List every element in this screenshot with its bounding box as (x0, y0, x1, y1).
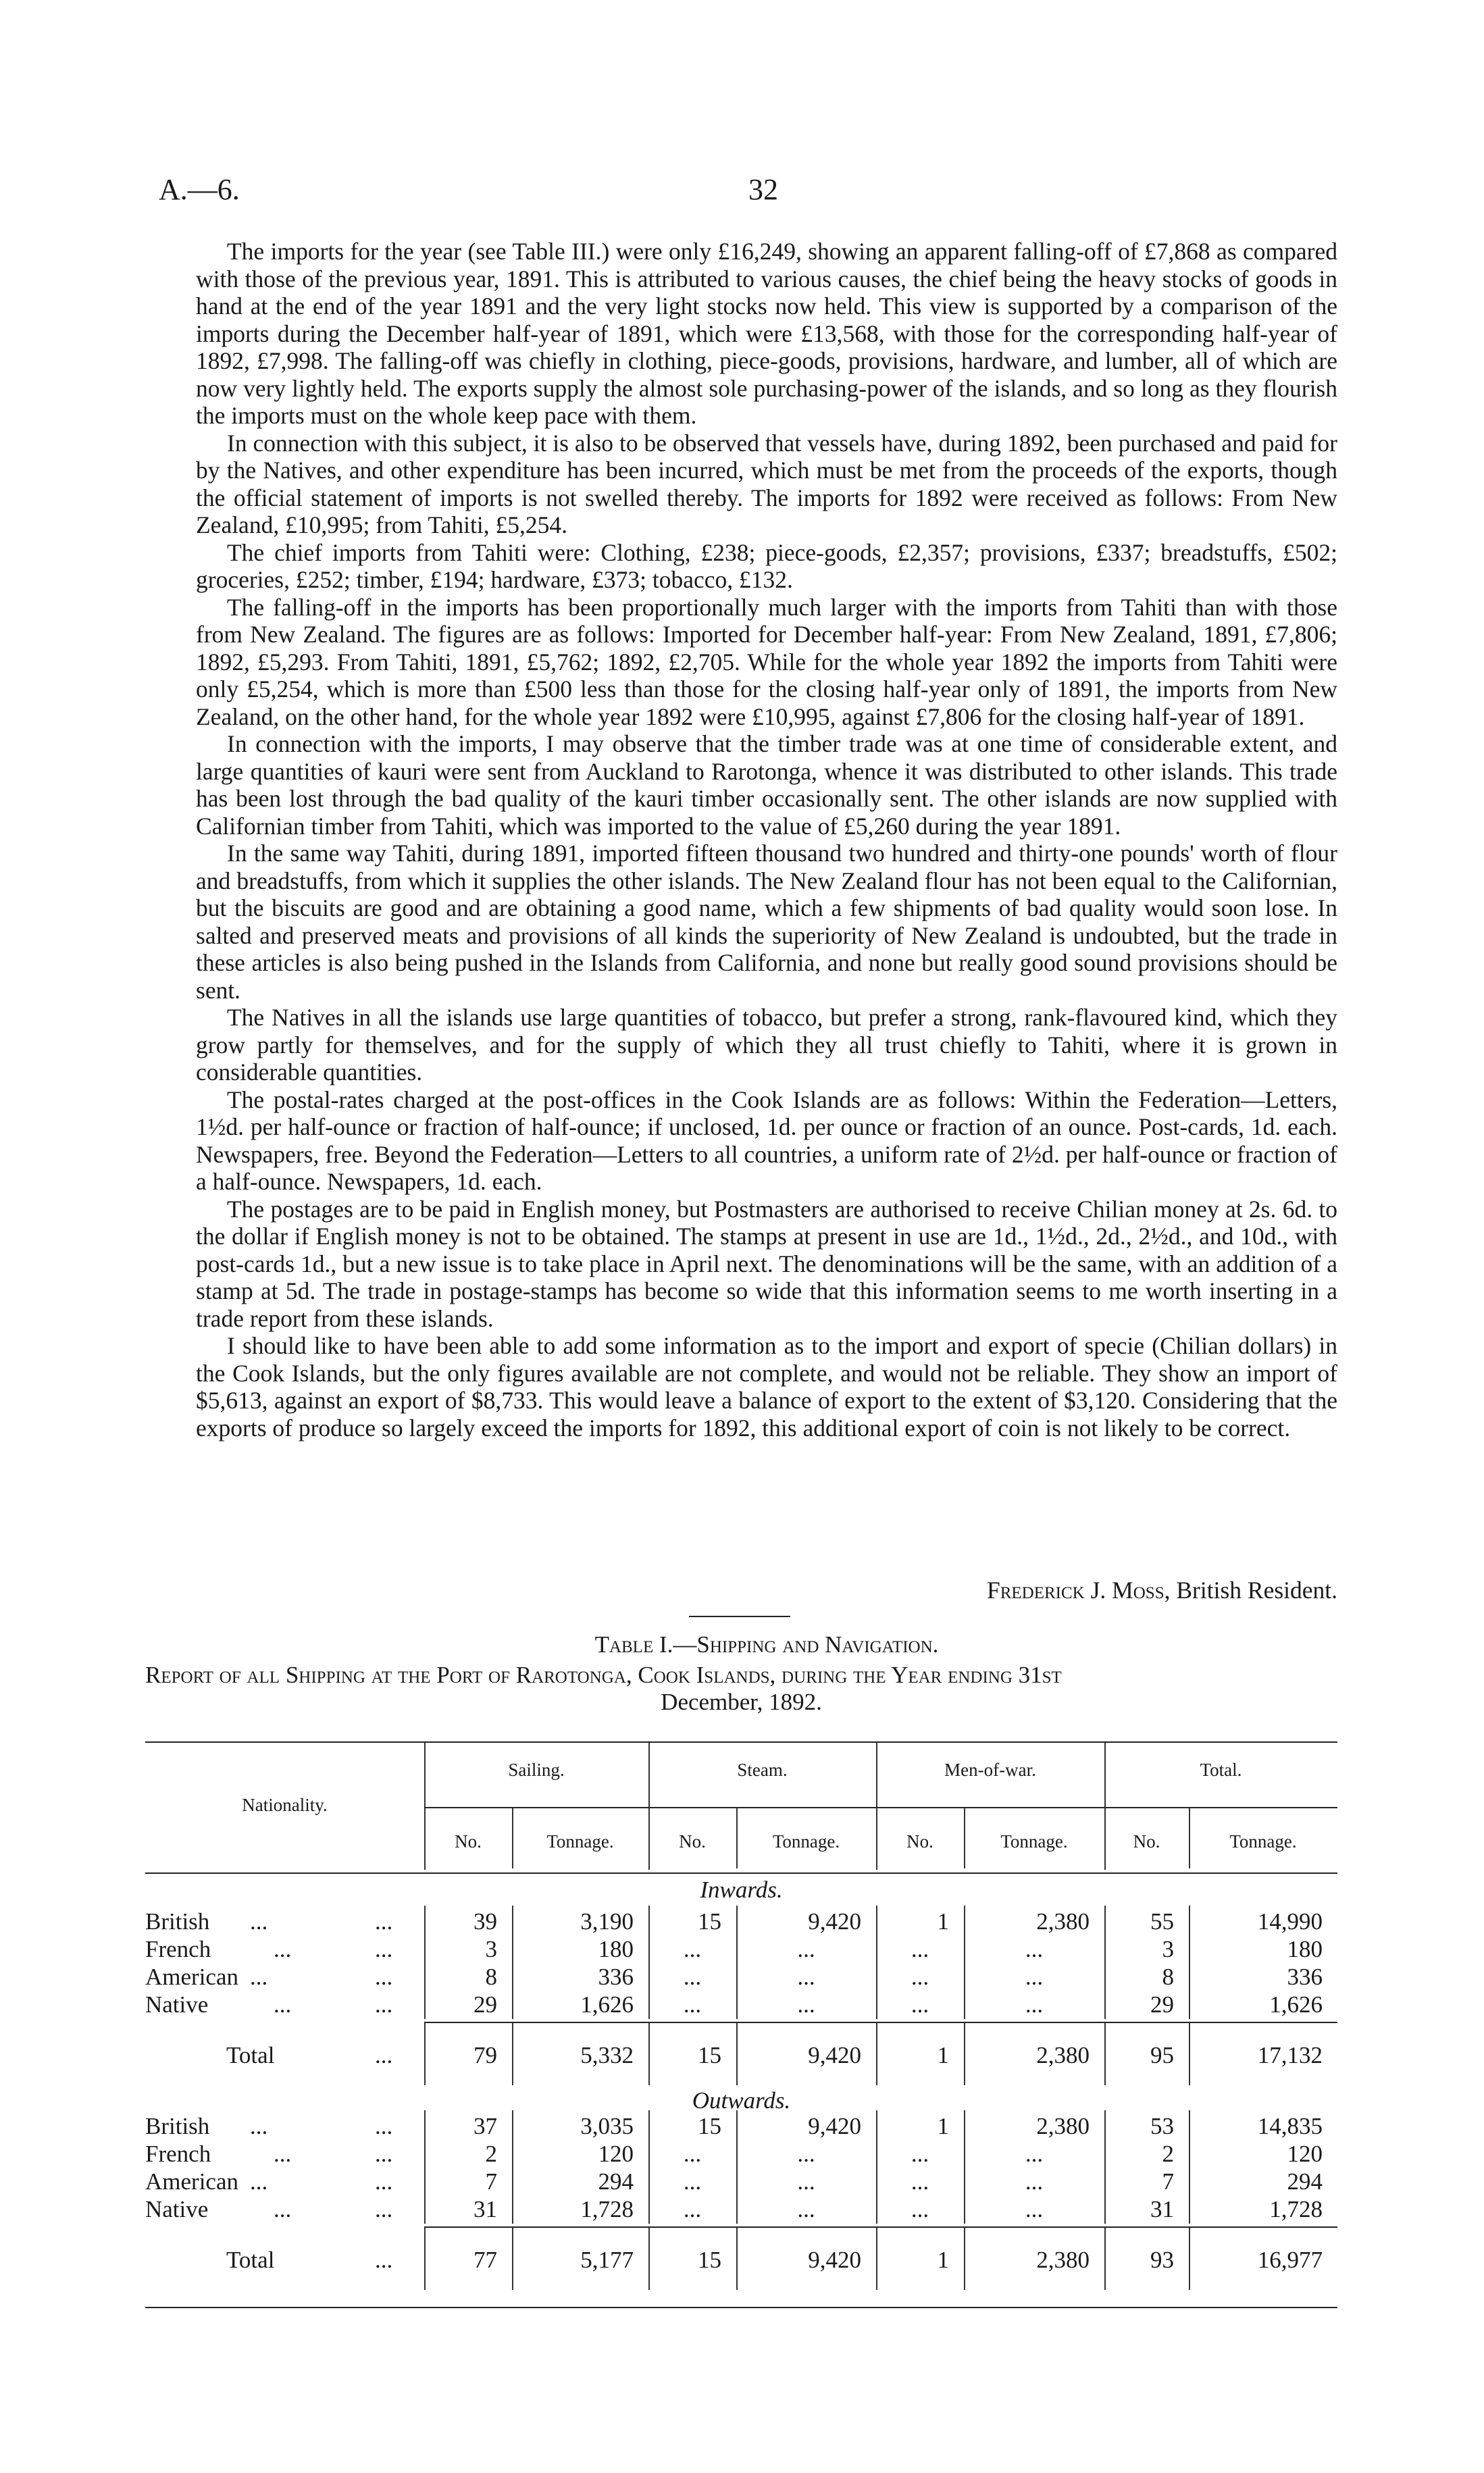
row-label-text: French (145, 2141, 211, 2167)
header-sub-rule (424, 1807, 1337, 1808)
table-cell: 15 (698, 1908, 721, 1935)
table-cell: ... (683, 1936, 702, 1962)
table-cell: 336 (1287, 1964, 1323, 1990)
leader-dots: ... (375, 2042, 393, 2068)
leader-dots: ... (375, 2141, 393, 2167)
column-rule (1104, 2228, 1106, 2290)
table-cell: 15 (698, 2247, 721, 2273)
leader-dots: ... (375, 2196, 393, 2222)
table-cell: 3,190 (580, 1908, 634, 1935)
table-cell: 1,626 (1269, 1991, 1323, 2018)
leader-dots: ... (274, 2141, 292, 2167)
table-caption (145, 1662, 1337, 1716)
header-menofwar: Men-of-war. (944, 1760, 1036, 1780)
section-label-outwards: Outwards. (692, 2087, 791, 2114)
row-label-text: American (145, 2168, 238, 2195)
paragraph: The postal-rates charged at the post-offices in the Cook Islands are as follows: Within the Federation—Letters, 1½d. per half-ounce or fraction of half-ounce; if unclosed, 1d. per ounce or fraction of an ounce. Post-cards, 1d. each. Newspapers, free. Beyond the Federation—Letters to all countries, a uniform rate of 2½d. per half-ounce or fraction of a half-ounce. Newspapers, 1d. each. (196, 1086, 1337, 1195)
table-bottom-rule (145, 2307, 1337, 2308)
table-cell: 120 (1287, 2141, 1323, 2167)
column-rule (736, 1906, 738, 2019)
paragraph: The falling-off in the imports has been proportionally much larger with the imports from Tahiti than with those from New Zealand. The figures are as follows: Imported for December half-year: From New Zealand, 1891, £7,806; 1892, £5,293. From Tahiti, 1891, £5,762; 1892, £2,705. While for the whole year 1892 the imports from Tahiti were only £5,254, which is more than £500 less than those for the closing half-year only of 1891, the imports from New Zealand, on the other hand, for the whole year 1892 were £10,995, against £7,806 for the closing half-year of 1891. (196, 593, 1337, 730)
table-cell: 2,380 (1036, 1908, 1090, 1935)
table-cell: 8 (1162, 1964, 1174, 1990)
row-label-text: Total (226, 2247, 275, 2273)
table-cell: 3 (485, 1936, 497, 1962)
signature (797, 1576, 1337, 1604)
table-cell: 77 (474, 2247, 497, 2273)
leader-dots: ... (274, 1936, 292, 1962)
table-cell: ... (797, 1991, 815, 2018)
table-cell: 39 (474, 1908, 497, 1935)
table-cell: 93 (1150, 2247, 1174, 2273)
table-cell: 9,420 (808, 1908, 861, 1935)
table-cell: ... (1025, 2196, 1044, 2222)
subtotal-rule (424, 2226, 1337, 2228)
row-label-text: British (145, 2113, 210, 2139)
table-cell: ... (683, 1964, 702, 1990)
table-cell: ... (1025, 1991, 1044, 2018)
table-caption-line2: December, 1892. (661, 1689, 822, 1715)
leader-dots: ... (375, 2113, 393, 2139)
table-cell: 1 (937, 2247, 949, 2273)
table-cell: 2 (485, 2141, 497, 2167)
total-row-label (145, 2247, 415, 2274)
column-rule (1189, 2023, 1190, 2085)
header-tonnage: Tonnage. (1229, 1831, 1297, 1852)
header-no: No. (906, 1831, 933, 1852)
table-cell: 5,332 (580, 2042, 634, 2068)
leader-dots: ... (250, 2168, 268, 2195)
column-rule (424, 1906, 426, 2019)
section-label-inwards: Inwards. (700, 1877, 783, 1903)
document-reference: A.—6. (159, 173, 240, 206)
table-cell: 29 (474, 1991, 497, 2018)
column-rule (512, 1906, 513, 2019)
nationality-label (145, 1936, 415, 1963)
section-divider (689, 1616, 790, 1617)
table-cell: 5,177 (580, 2247, 634, 2273)
table-cell: ... (683, 1991, 702, 2018)
table-cell: 336 (598, 1964, 634, 1990)
table-cell: 1,626 (580, 1991, 634, 2018)
leader-dots: ... (375, 2247, 393, 2273)
table-cell: ... (797, 1964, 815, 1990)
header-steam: Steam. (737, 1760, 788, 1780)
table-cell: 9,420 (808, 2042, 861, 2068)
table-cell: 14,990 (1257, 1908, 1323, 1935)
table-cell: ... (1025, 1936, 1044, 1962)
table-cell: ... (797, 1936, 815, 1962)
column-rule (1189, 1906, 1190, 2019)
report-body (196, 238, 1337, 1442)
table-cell: 37 (474, 2113, 497, 2139)
table-cell: 294 (1287, 2168, 1323, 2195)
table-cell: 79 (474, 2042, 497, 2068)
row-label-text: American (145, 1964, 238, 1990)
column-rule (512, 2228, 513, 2290)
table-cell: 1 (937, 1908, 949, 1935)
paragraph: In connection with the imports, I may observe that the timber trade was at one time of considerable extent, and large quantities of kauri were sent from Auckland to Rarotonga, whence it was distributed to other islands. This trade has been lost through the bad quality of the kauri timber occasionally sent. The other islands are now supplied with Californian timber from Tahiti, which was imported to the value of £5,260 during the year 1891. (196, 730, 1337, 840)
column-rule (876, 1906, 877, 2019)
column-rule (736, 2023, 738, 2085)
table-cell: 2 (1162, 2141, 1174, 2167)
total-row-label (145, 2042, 415, 2069)
table-cell: 1,728 (1269, 2196, 1323, 2222)
leader-dots: ... (375, 1908, 393, 1935)
table-cell: 55 (1150, 1908, 1174, 1935)
page-number: 32 (748, 173, 778, 206)
table-cell: 180 (1287, 1936, 1323, 1962)
table-cell: ... (911, 2141, 929, 2167)
column-rule (1104, 2110, 1106, 2224)
leader-dots: ... (375, 1964, 393, 1990)
table-cell: 1 (937, 2113, 949, 2139)
nationality-label (145, 1908, 415, 1935)
table-cell: ... (911, 2196, 929, 2222)
leader-dots: ... (250, 1908, 268, 1935)
header-total: Total. (1200, 1760, 1242, 1780)
table-cell: 3,035 (580, 2113, 634, 2139)
signatory-name: Frederick J. Moss (986, 1577, 1165, 1604)
table-cell: ... (797, 2141, 815, 2167)
table-cell: ... (911, 1936, 929, 1962)
paragraph: The Natives in all the islands use large quantities of tobacco, but prefer a strong, rank-flavoured kind, which they grow partly for themselves, and for the supply of which they all trust chiefly to Tahiti, where it is grown in considerable quantities. (196, 1004, 1337, 1086)
nationality-label (145, 2168, 415, 2195)
table-cell: ... (1025, 2141, 1044, 2167)
leader-dots: ... (250, 1964, 268, 1990)
table-cell: 9,420 (808, 2113, 861, 2139)
leader-dots: ... (375, 2168, 393, 2195)
table-cell: ... (683, 2141, 702, 2167)
column-rule (424, 2023, 426, 2085)
paragraph: The imports for the year (see Table III.) were only £16,249, showing an apparent falling-off of £7,868 as compared with those of the previous year, 1891. This is attributed to various causes, the chief being the heavy stocks of goods in hand at the end of the year 1891 and the very light stocks now held. This view is supported by a comparison of the imports during the December half-year of 1891, which were £13,568, with those for the corresponding half-year of 1892, £7,998. The falling-off was chiefly in clothing, piece-goods, provisions, hardware, and lumber, all of which are now very lightly held. The exports supply the almost sole purchasing-power of the islands, and so long as they flourish the imports must on the whole keep pace with them. (196, 238, 1337, 429)
column-rule (648, 2228, 650, 2290)
column-rule (964, 1906, 965, 2019)
table-title: Table I.—Shipping and Navigation. (594, 1631, 939, 1658)
table-cell: 31 (1150, 2196, 1174, 2222)
header-bottom-rule (145, 1872, 1337, 1874)
column-rule (424, 2228, 426, 2290)
column-rule (1189, 2110, 1190, 2224)
table-cell: ... (683, 2168, 702, 2195)
table-cell: 1 (937, 2042, 949, 2068)
table-caption-line1: Report of all Shipping at the Port of Rarotonga, Cook Islands, during the Year ending 31st (145, 1662, 1062, 1688)
table-cell: 180 (598, 1936, 634, 1962)
header-no: No. (455, 1831, 482, 1852)
column-rule (736, 2110, 738, 2224)
table-cell: 120 (598, 2141, 634, 2167)
column-rule (964, 2110, 965, 2224)
table-cell: 17,132 (1257, 2042, 1323, 2068)
header-no: No. (1133, 1831, 1160, 1852)
header-no: No. (679, 1831, 706, 1852)
column-rule (512, 2023, 513, 2085)
column-rule (964, 2228, 965, 2290)
column-rule (876, 2023, 877, 2085)
paragraph: In the same way Tahiti, during 1891, imported fifteen thousand two hundred and thirty-one pounds' worth of flour and breadstuffs, from which it supplies the other islands. The New Zealand flour has not been equal to the Californian, but the biscuits are good and are obtaining a good name, which a few shipments of bad quality would soon lose. In salted and preserved meats and provisions of all kinds the superiority of New Zealand is undoubted, but the trade in these articles is also being pushed in the Islands from California, and none but really good sound provisions should be sent. (196, 840, 1337, 1004)
leader-dots: ... (375, 1936, 393, 1962)
row-label-text: British (145, 1908, 210, 1935)
column-rule (648, 1906, 650, 2019)
paragraph: In connection with this subject, it is also to be observed that vessels have, during 1892, been purchased and paid for by the Natives, and other expenditure has been incurred, which must be met from the proceeds of the exports, though the official statement of imports is not swelled thereby. The imports for 1892 were received as follows: From New Zealand, £10,995; from Tahiti, £5,254. (196, 429, 1337, 538)
column-rule (648, 2023, 650, 2085)
table-cell: ... (797, 2196, 815, 2222)
table-top-rule (145, 1741, 1337, 1743)
table-cell: 294 (598, 2168, 634, 2195)
table-cell: 2,380 (1036, 2247, 1090, 2273)
table-cell: 95 (1150, 2042, 1174, 2068)
header-tonnage: Tonnage. (546, 1831, 614, 1852)
table-cell: 53 (1150, 2113, 1174, 2139)
header-tonnage: Tonnage. (1000, 1831, 1068, 1852)
table-cell: ... (797, 2168, 815, 2195)
nationality-label (145, 1964, 415, 1991)
table-cell: 1,728 (580, 2196, 634, 2222)
header-nationality: Nationality. (242, 1795, 328, 1815)
table-cell: 9,420 (808, 2247, 861, 2273)
table-cell: 15 (698, 2042, 721, 2068)
table-cell: 7 (1162, 2168, 1174, 2195)
signatory-title: , British Resident. (1164, 1577, 1337, 1604)
header-sailing: Sailing. (508, 1760, 565, 1780)
table-cell: 31 (474, 2196, 497, 2222)
table-cell: 16,977 (1257, 2247, 1323, 2273)
column-rule (648, 2110, 650, 2224)
table-cell: ... (1025, 1964, 1044, 1990)
row-label-text: Total (226, 2042, 275, 2068)
nationality-label (145, 2141, 415, 2168)
paragraph: The chief imports from Tahiti were: Clothing, £238; piece-goods, £2,357; provisions, £337; breadstuffs, £502; groceries, £252; timber, £194; hardware, £373; tobacco, £132. (196, 538, 1337, 593)
column-rule (1104, 2023, 1106, 2085)
nationality-label (145, 1991, 415, 2018)
column-rule (424, 2110, 426, 2224)
table-cell: ... (683, 2196, 702, 2222)
row-label-text: Native (145, 1991, 209, 2018)
column-rule (1104, 1906, 1106, 2019)
table-cell: 8 (485, 1964, 497, 1990)
table-cell: ... (911, 1991, 929, 2018)
leader-dots: ... (375, 1991, 393, 2018)
nationality-label (145, 2113, 415, 2140)
table-cell: 7 (485, 2168, 497, 2195)
leader-dots: ... (274, 2196, 292, 2222)
table-cell: ... (911, 2168, 929, 2195)
row-label-text: Native (145, 2196, 209, 2222)
column-rule (512, 2110, 513, 2224)
column-rule (876, 2228, 877, 2290)
table-cell: 3 (1162, 1936, 1174, 1962)
table-cell: 2,380 (1036, 2113, 1090, 2139)
table-cell: 2,380 (1036, 2042, 1090, 2068)
column-rule (736, 2228, 738, 2290)
table-cell: 29 (1150, 1991, 1174, 2018)
table-cell: 15 (698, 2113, 721, 2139)
column-rule (964, 2023, 965, 2085)
paragraph: I should like to have been able to add some information as to the import and export of specie (Chilian dollars) in the Cook Islands, but the only figures available are not complete, and would not be reliable. They show an import of $5,613, against an export of $8,733. This would leave a balance of export to the extent of $3,120. Considering that the exports of produce so largely exceed the imports for 1892, this additional export of coin is not likely to be correct. (196, 1332, 1337, 1442)
table-cell: ... (911, 1964, 929, 1990)
column-rule (876, 2110, 877, 2224)
leader-dots: ... (250, 2113, 268, 2139)
paragraph: The postages are to be paid in English money, but Postmasters are authorised to receive Chilian money at 2s. 6d. to the dollar if English money is not to be obtained. The stamps at present in use are 1d., 1½d., 2d., 2½d., and 10d., with post-cards 1d., but a new issue is to take place in April next. The denominations will be the same, with an addition of a stamp at 5d. The trade in postage-stamps has become so wide that this information seems to me worth inserting in a trade report from these islands. (196, 1195, 1337, 1332)
leader-dots: ... (274, 1991, 292, 2018)
column-rule (1189, 2228, 1190, 2290)
table-cell: 14,835 (1257, 2113, 1323, 2139)
nationality-label (145, 2196, 415, 2223)
subtotal-rule (424, 2022, 1337, 2023)
row-label-text: French (145, 1936, 211, 1962)
table-cell: ... (1025, 2168, 1044, 2195)
header-tonnage: Tonnage. (772, 1831, 840, 1852)
